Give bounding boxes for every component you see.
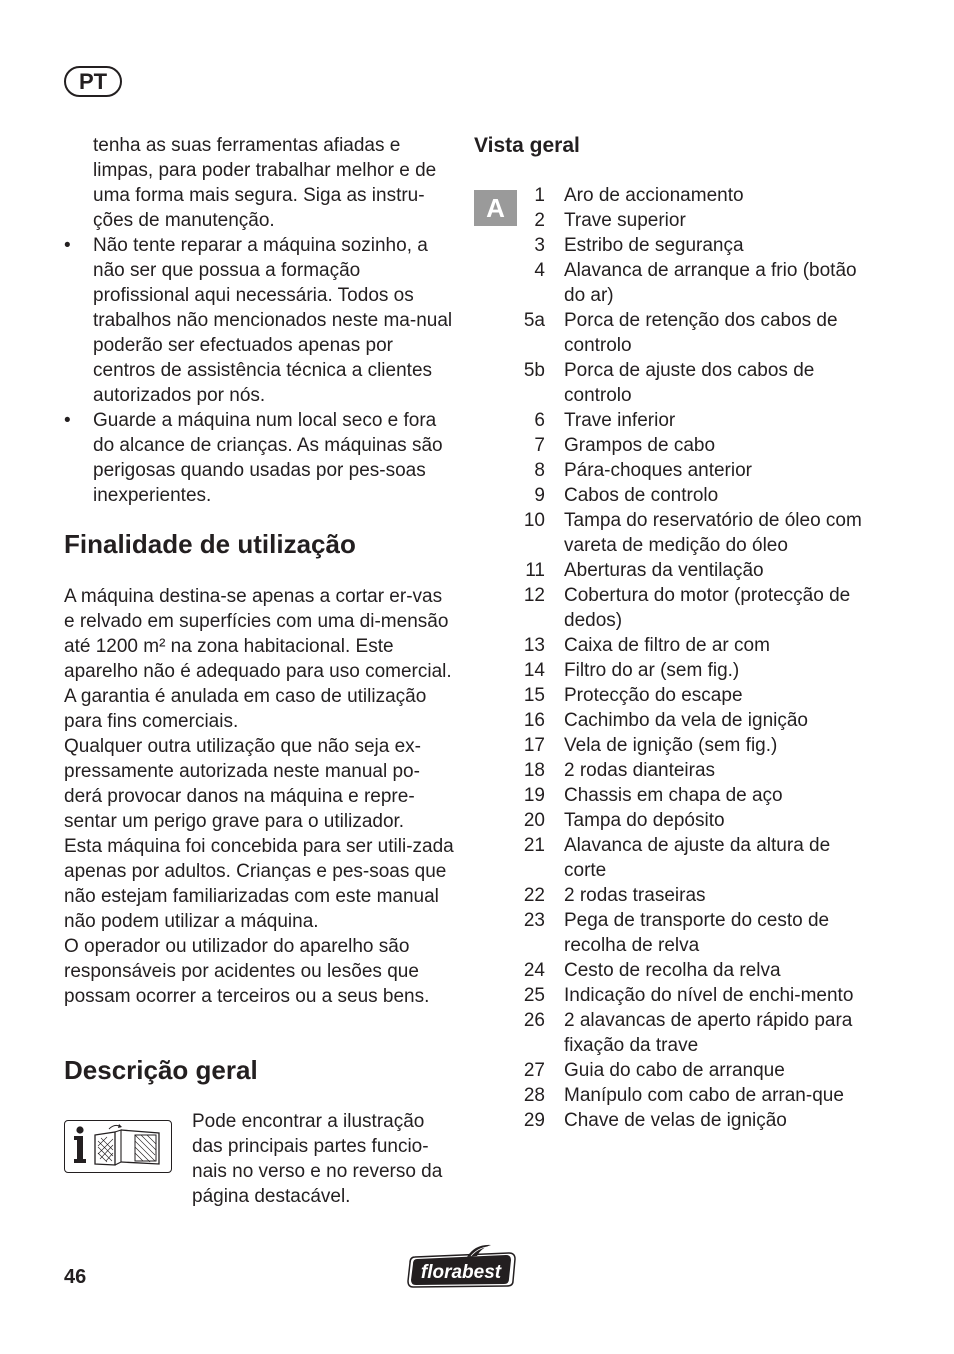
part-item [510, 808, 870, 833]
part-number: 23 [523, 910, 545, 931]
part-label: 2 rodas dianteiras [564, 760, 716, 781]
part-label: Pára-choques anterior [564, 460, 752, 481]
part-label: Protecção do escape [564, 685, 743, 706]
part-item [510, 633, 870, 658]
part-item [510, 983, 870, 1008]
part-item [510, 408, 870, 433]
part-item [510, 833, 870, 883]
bullet-symbol: • [64, 410, 71, 431]
part-number: 17 [523, 735, 545, 756]
part-number: 24 [523, 960, 545, 981]
part-label: Vela de ignição (sem fig.) [564, 735, 778, 756]
part-label: Filtro do ar (sem fig.) [564, 660, 740, 681]
part-item [510, 308, 870, 358]
purpose-paragraph: Esta máquina foi concebida para ser utili-zada apenas por adultos. Crianças e pes-soas que não estejam familiarizadas com este manual não podem utilizar a máquina. [64, 836, 454, 932]
part-label: Cachimbo da vela de ignição [564, 710, 808, 731]
part-item [510, 1083, 870, 1108]
bullet-item [64, 233, 454, 408]
part-label: Trave inferior [564, 410, 676, 431]
info-manual-icon [64, 1120, 172, 1173]
part-number: 28 [523, 1085, 545, 1106]
part-number: 26 [523, 1010, 545, 1031]
part-number: 7 [534, 435, 545, 456]
brand-logo [405, 1243, 519, 1289]
section-title-description: Descrição geral [64, 1055, 258, 1085]
part-item [510, 208, 870, 233]
part-label: Manípulo com cabo de arran-que [564, 1085, 844, 1106]
part-item [510, 908, 870, 958]
part-number: 27 [523, 1060, 545, 1081]
part-label: Indicação do nível de enchi-mento [564, 985, 854, 1006]
bullet-symbol: • [64, 235, 71, 256]
part-number: 29 [523, 1110, 545, 1131]
part-item [510, 483, 870, 508]
part-label: Chassis em chapa de aço [564, 785, 783, 806]
part-item [510, 558, 870, 583]
purpose-paragraph: O operador ou utilizador do aparelho são responsáveis por acidentes ou lesões que possam ocorrer a terceiros ou a seus bens. [64, 936, 430, 1007]
part-item [510, 358, 870, 408]
part-number: 4 [534, 260, 545, 281]
part-label: Guia do cabo de arranque [564, 1060, 785, 1081]
part-item [510, 1008, 870, 1058]
language-badge: PT [64, 66, 122, 97]
part-number: 3 [534, 235, 545, 256]
part-label: Caixa de filtro de ar com [564, 635, 770, 656]
part-item [510, 658, 870, 683]
part-item [510, 883, 870, 908]
part-label: Cobertura do motor (protecção de dedos) [564, 585, 851, 631]
part-item [510, 783, 870, 808]
part-label: Grampos de cabo [564, 435, 716, 456]
part-label: Porca de retenção dos cabos de controlo [564, 310, 838, 356]
part-item [510, 233, 870, 258]
part-item [510, 758, 870, 783]
brand-name: florabest [420, 1262, 502, 1283]
info-paragraph: Pode encontrar a ilustração das principais partes funcio-nais no verso e no reverso da página destacável. [192, 1111, 443, 1207]
purpose-section [64, 584, 454, 1009]
bullet-item [64, 408, 454, 508]
part-item [510, 583, 870, 633]
section-title-purpose: Finalidade de utilização [64, 529, 356, 559]
part-number: 2 [534, 210, 545, 231]
parts-list [510, 183, 870, 1133]
part-label: 2 alavancas de aperto rápido para fixação da trave [564, 1010, 853, 1056]
part-label: Chave de velas de ignição [564, 1110, 787, 1131]
safety-continuation [64, 133, 454, 508]
part-number: 20 [523, 810, 545, 831]
part-label: Alavanca de arranque a frio (botão do ar) [564, 260, 857, 306]
part-item [510, 1058, 870, 1083]
part-label: Pega de transporte do cesto de recolha de relva [564, 910, 830, 956]
part-label: Aberturas da ventilação [564, 560, 764, 581]
part-label: Alavanca de ajuste da altura de corte [564, 835, 831, 881]
info-text [192, 1109, 454, 1209]
part-number: 12 [523, 585, 545, 606]
part-item [510, 258, 870, 308]
part-number: 25 [523, 985, 545, 1006]
part-item [510, 683, 870, 708]
part-item [510, 733, 870, 758]
purpose-paragraph: A máquina destina-se apenas a cortar er-vas e relvado em superfícies com uma di-mensão até 1200 m² na zona habitacional. Este aparelho não é adequado para uso comercial. [64, 586, 452, 682]
continuation-paragraph: tenha as suas ferramentas afiadas e limpas, para poder trabalhar melhor e de uma forma mais segura. Siga as instru-ções de manutenção. [93, 135, 437, 231]
part-number: 22 [523, 885, 545, 906]
part-number: 15 [523, 685, 545, 706]
part-item [510, 958, 870, 983]
part-label: 2 rodas traseiras [564, 885, 706, 906]
part-label: Trave superior [564, 210, 686, 231]
part-number: 16 [523, 710, 545, 731]
part-label: Tampa do depósito [564, 810, 725, 831]
part-number: 19 [523, 785, 545, 806]
part-number: 9 [534, 485, 545, 506]
part-number: 5b [523, 360, 545, 381]
part-number: 21 [523, 835, 545, 856]
part-item [510, 508, 870, 558]
part-item [510, 183, 870, 208]
part-label: Aro de accionamento [564, 185, 744, 206]
bullet-text: Guarde a máquina num local seco e fora do alcance de crianças. As máquinas são perigosas quando usadas por pes-soas inexperientes. [93, 410, 443, 506]
part-item [510, 433, 870, 458]
part-number: 11 [525, 560, 545, 581]
part-number: 18 [523, 760, 545, 781]
part-label: Porca de ajuste dos cabos de controlo [564, 360, 815, 406]
info-manual-drawing [65, 1121, 170, 1171]
purpose-paragraph: A garantia é anulada em caso de utilização para fins comerciais. [64, 686, 427, 732]
part-number: 1 [534, 185, 545, 206]
part-label: Cabos de controlo [564, 485, 719, 506]
part-number: 10 [523, 510, 545, 531]
page-number: 46 [64, 1266, 87, 1288]
part-label: Tampa do reservatório de óleo com vareta de medição do óleo [564, 510, 862, 556]
part-label: Cesto de recolha da relva [564, 960, 781, 981]
part-number: 13 [523, 635, 545, 656]
part-number: 6 [534, 410, 545, 431]
part-item [510, 1108, 870, 1133]
part-item [510, 458, 870, 483]
part-item [510, 708, 870, 733]
part-number: 14 [523, 660, 545, 681]
purpose-paragraph: Qualquer outra utilização que não seja ex-pressamente autorizada neste manual po-derá provocar danos na máquina e repre-sentar um perigo grave para o utilizador. [64, 736, 422, 832]
part-label: Estribo de segurança [564, 235, 744, 256]
part-number: 5a [523, 310, 545, 331]
part-number: 8 [534, 460, 545, 481]
overview-title: Vista geral [474, 134, 580, 157]
bullet-text: Não tente reparar a máquina sozinho, a não ser que possua a formação profissional aqui necessária. Todos os trabalhos não mencionados neste ma-nual poderão ser efectuados apenas por centros de assistência técnica a clientes autorizados por nós. [93, 235, 453, 406]
figure-label: A [474, 190, 517, 226]
